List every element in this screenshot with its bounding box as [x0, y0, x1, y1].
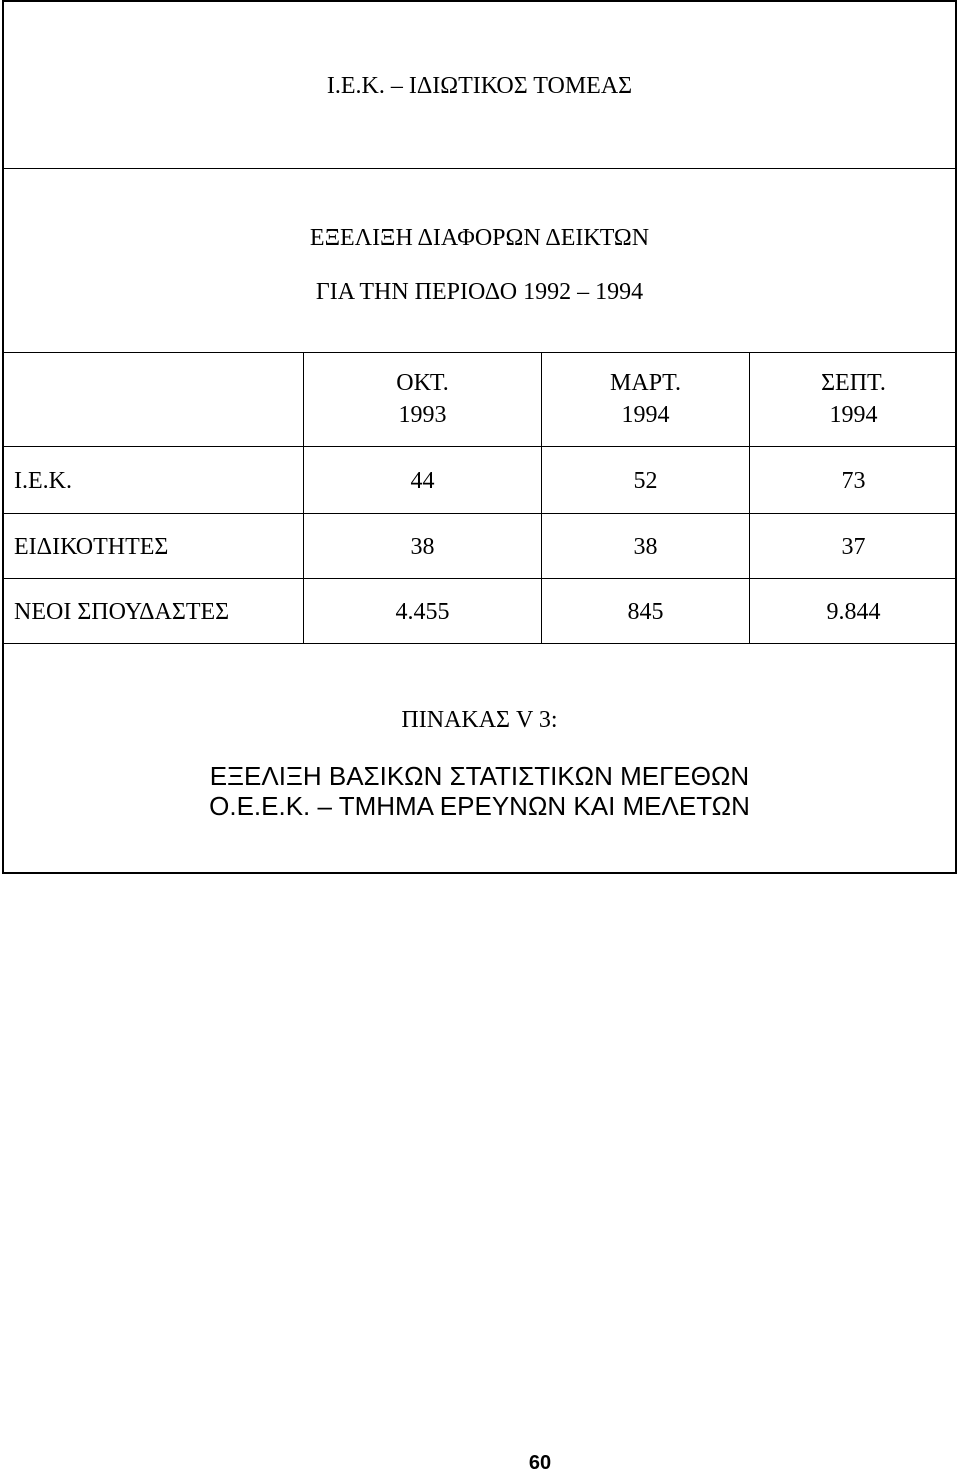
table-cell: 9.844: [826, 599, 881, 625]
column-header-month: ΟΚΤ.: [396, 370, 449, 396]
row-label: ΝΕΟΙ ΣΠΟΥΔΑΣΤΕΣ: [14, 599, 230, 625]
page-title: Ι.Ε.Κ. – ΙΔΙΩΤΙΚΟΣ ΤΟΜΕΑΣ: [326, 73, 633, 99]
table-cell: 38: [410, 534, 435, 560]
caption-title: ΠΙΝΑΚΑΣ V 3:: [401, 707, 558, 733]
table-cell: 37: [841, 534, 866, 560]
divider: [4, 513, 955, 514]
table-frame: [2, 0, 957, 874]
divider: [4, 352, 955, 353]
table-cell: 845: [627, 599, 664, 625]
page-number: 60: [528, 1452, 552, 1474]
column-header-month: ΜΑΡΤ.: [610, 370, 681, 396]
caption-line-1: ΕΞΕΛΙΞΗ ΒΑΣΙΚΩΝ ΣΤΑΤΙΣΤΙΚΩΝ ΜΕΓΕΘΩΝ: [209, 761, 750, 791]
row-label: ΕΙΔΙΚΟΤΗΤΕΣ: [14, 534, 169, 560]
column-header-year: 1994: [829, 402, 878, 428]
table-cell: 52: [633, 468, 658, 494]
row-label: Ι.Ε.Κ.: [14, 468, 72, 494]
table-cell: 38: [633, 534, 658, 560]
table-cell: 4.455: [395, 599, 450, 625]
divider: [4, 643, 955, 644]
column-header-year: 1994: [621, 402, 670, 428]
divider: [4, 578, 955, 579]
column-header-year: 1993: [398, 402, 447, 428]
table-cell: 44: [410, 468, 435, 494]
caption-line-2: Ο.Ε.Ε.Κ. – ΤΜΗΜΑ ΕΡΕΥΝΩΝ ΚΑΙ ΜΕΛΕΤΩΝ: [209, 791, 750, 821]
subtitle-line-2: ΓΙΑ ΤΗΝ ΠΕΡΙΟΔΟ 1992 – 1994: [315, 279, 644, 305]
subtitle-line-1: ΕΞΕΛΙΞΗ ΔΙΑΦΟΡΩΝ ΔΕΙΚΤΩΝ: [309, 225, 650, 251]
divider: [4, 168, 955, 169]
table-cell: 73: [841, 468, 866, 494]
column-header-month: ΣΕΠΤ.: [821, 370, 886, 396]
divider: [4, 446, 955, 447]
